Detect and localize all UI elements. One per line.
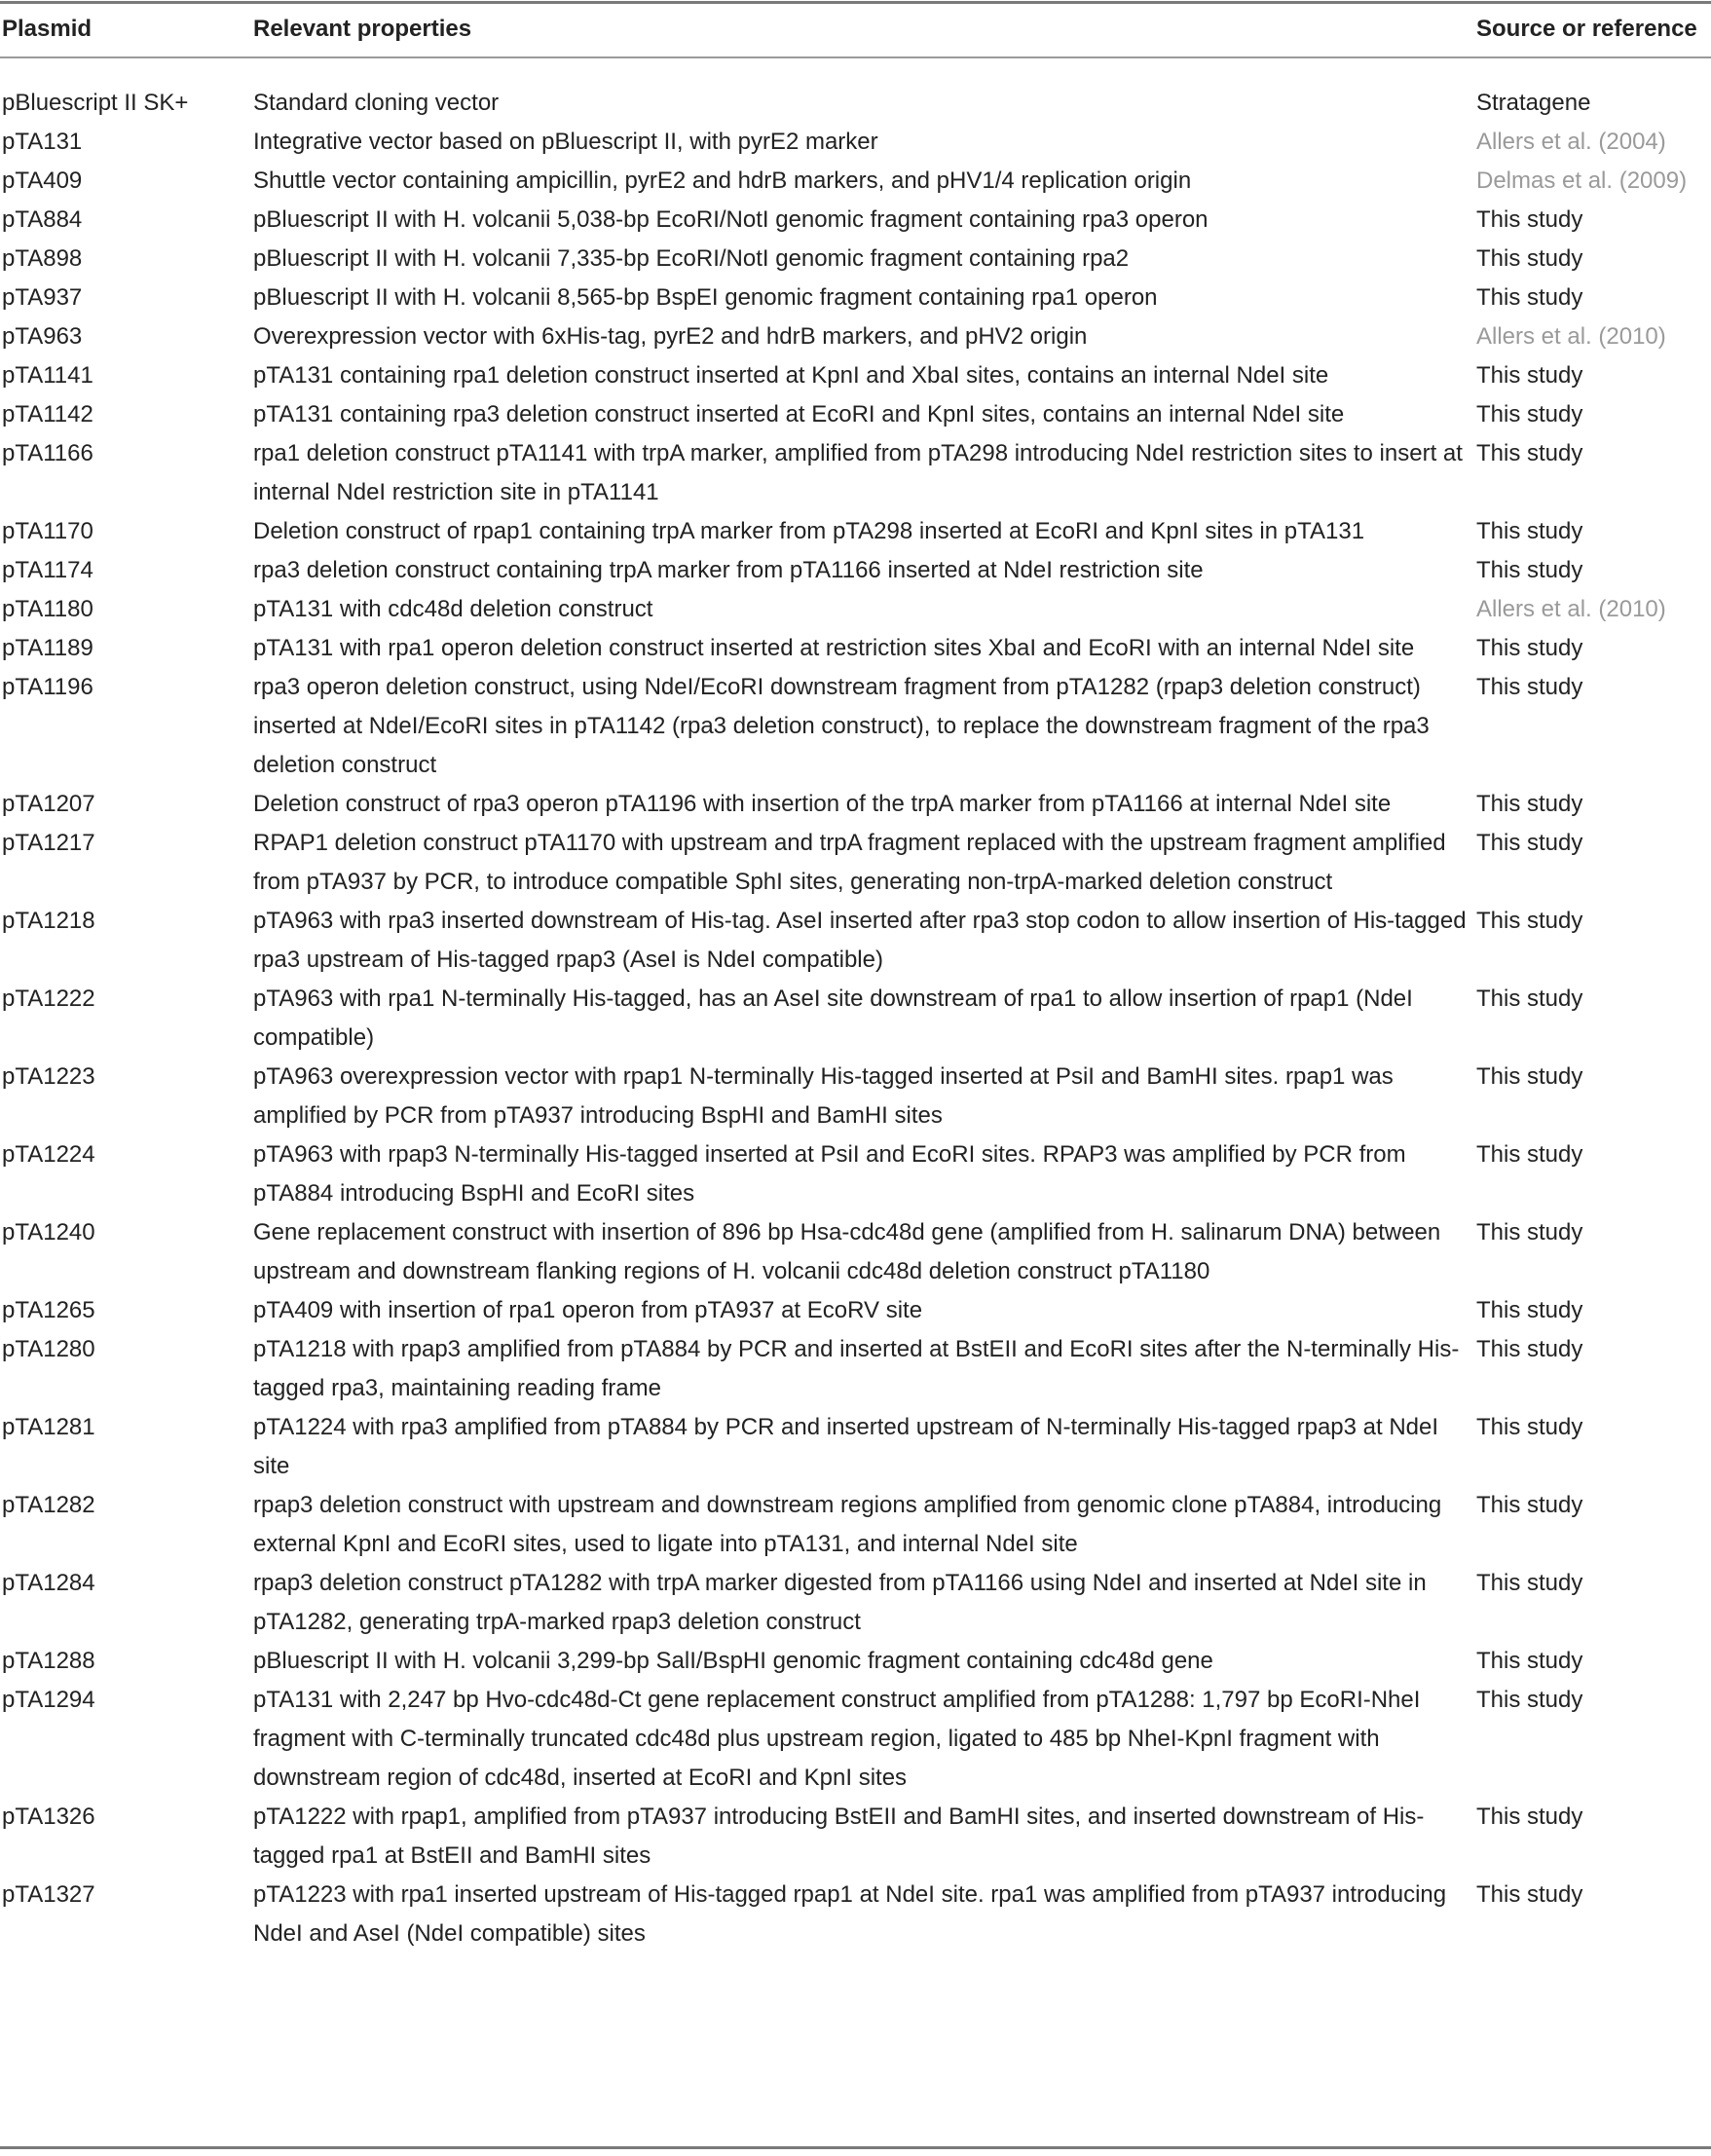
relevant-properties-cell: rpa3 deletion construct containing trpA marker from pTA1166 inserted at NdeI restriction site	[253, 557, 1204, 583]
table-row	[0, 1058, 1711, 1135]
relevant-properties-cell: Integrative vector based on pBluescript II, with pyrE2 marker	[253, 129, 878, 155]
plasmid-name-cell: pTA1223	[2, 1063, 95, 1090]
relevant-properties-cell: pTA1218 with rpap3 amplified from pTA884 by PCR and inserted at BstEII and EcoRI sites after the N-terminally His-tagged rpa3, maintaining reading frame	[253, 1336, 1460, 1401]
plasmid-name-cell: pTA1224	[2, 1141, 95, 1168]
relevant-properties-cell: rpa1 deletion construct pTA1141 with trpA marker, amplified from pTA298 introducing NdeI restriction sites to insert at internal NdeI restriction site in pTA1141	[253, 440, 1463, 505]
source-cell: This study	[1476, 1414, 1583, 1440]
table-row	[0, 1876, 1711, 1953]
source-cell: This study	[1476, 440, 1583, 466]
source-cell: This study	[1476, 908, 1583, 934]
source-cell: This study	[1476, 1219, 1583, 1245]
source-citation-link[interactable]: Allers et al. (2010)	[1476, 596, 1666, 622]
plasmid-name-cell: pTA1142	[2, 401, 93, 427]
plasmid-name-cell: pTA898	[2, 245, 83, 272]
table-row	[0, 1642, 1711, 1681]
table-row	[0, 317, 1711, 356]
table-row	[0, 1798, 1711, 1876]
table-row	[0, 1408, 1711, 1486]
plasmid-name-cell: pTA1294	[2, 1687, 95, 1713]
relevant-properties-cell: Overexpression vector with 6xHis-tag, pyrE2 and hdrB markers, and pHV2 origin	[253, 323, 1088, 350]
table-row	[0, 668, 1711, 785]
table-row	[0, 1135, 1711, 1213]
table-row	[0, 395, 1711, 434]
table-row	[0, 590, 1711, 629]
table-row	[0, 123, 1711, 162]
source-cell: This study	[1476, 284, 1583, 311]
relevant-properties-cell: Deletion construct of rpap1 containing trpA marker from pTA298 inserted at EcoRI and KpnI sites in pTA131	[253, 518, 1365, 544]
source-cell: This study	[1476, 245, 1583, 272]
relevant-properties-cell: pTA1222 with rpap1, amplified from pTA937 introducing BstEII and BamHI sites, and inserted downstream of His-tagged rpa1 at BstEII and BamHI sites	[253, 1803, 1425, 1869]
table-row	[0, 162, 1711, 201]
plasmid-name-cell: pTA1284	[2, 1570, 95, 1596]
table-row	[0, 1213, 1711, 1291]
relevant-properties-cell: pTA409 with insertion of rpa1 operon from pTA937 at EcoRV site	[253, 1297, 923, 1323]
source-cell: This study	[1476, 1881, 1583, 1908]
relevant-properties-cell: pTA131 containing rpa3 deletion construct inserted at EcoRI and KpnI sites, contains an internal NdeI site	[253, 401, 1345, 427]
relevant-properties-cell: pTA963 with rpa1 N-terminally His-tagged, has an AseI site downstream of rpa1 to allow insertion of rpap1 (NdeI compatible)	[253, 985, 1413, 1051]
plasmid-name-cell: pTA409	[2, 167, 83, 194]
source-cell: This study	[1476, 985, 1583, 1012]
plasmid-name-cell: pTA1280	[2, 1336, 95, 1362]
plasmid-name-cell: pTA1282	[2, 1492, 95, 1518]
table-row	[0, 512, 1711, 551]
plasmid-name-cell: pBluescript II SK+	[2, 90, 189, 116]
plasmid-name-cell: pTA1326	[2, 1803, 95, 1830]
relevant-properties-cell: pBluescript II with H. volcanii 8,565-bp BspEI genomic fragment containing rpa1 operon	[253, 284, 1158, 311]
header-relevant-properties: Relevant properties	[253, 16, 472, 42]
relevant-properties-cell: RPAP1 deletion construct pTA1170 with upstream and trpA fragment replaced with the upstream fragment amplified from pTA937 by PCR, to introduce compatible SphI sites, generating non-trpA-marked deletion construct	[253, 830, 1446, 895]
table-row	[0, 1486, 1711, 1564]
relevant-properties-cell: rpap3 deletion construct pTA1282 with trpA marker digested from pTA1166 using NdeI and inserted at NdeI site in pTA1282, generating trpA-marked rpap3 deletion construct	[253, 1570, 1427, 1635]
source-citation-link[interactable]: Allers et al. (2004)	[1476, 129, 1666, 155]
table-row	[0, 240, 1711, 279]
header-rule	[0, 56, 1711, 58]
relevant-properties-cell: pTA131 with cdc48d deletion construct	[253, 596, 653, 622]
plasmid-name-cell: pTA1170	[2, 518, 93, 544]
relevant-properties-cell: Standard cloning vector	[253, 90, 500, 116]
plasmid-name-cell: pTA1141	[2, 362, 93, 389]
plasmid-name-cell: pTA131	[2, 129, 83, 155]
plasmid-name-cell: pTA1240	[2, 1219, 95, 1245]
table-row	[0, 201, 1711, 240]
table-row	[0, 84, 1711, 123]
plasmid-name-cell: pTA1166	[2, 440, 93, 466]
source-cell: This study	[1476, 791, 1583, 817]
relevant-properties-cell: pTA1223 with rpa1 inserted upstream of His-tagged rpap1 at NdeI site. rpa1 was amplified from pTA937 introducing NdeI and AseI (NdeI compatible) sites	[253, 1881, 1447, 1947]
table-row	[0, 785, 1711, 824]
source-cell: This study	[1476, 557, 1583, 583]
plasmid-name-cell: pTA1218	[2, 908, 95, 934]
source-cell: This study	[1476, 1803, 1583, 1830]
source-cell: This study	[1476, 1297, 1583, 1323]
source-cell: This study	[1476, 1141, 1583, 1168]
relevant-properties-cell: pTA1224 with rpa3 amplified from pTA884 by PCR and inserted upstream of N-terminally His-tagged rpap3 at NdeI site	[253, 1414, 1439, 1479]
table-row	[0, 980, 1711, 1058]
plasmid-name-cell: pTA1180	[2, 596, 93, 622]
relevant-properties-cell: pTA963 with rpa3 inserted downstream of His-tag. AseI inserted after rpa3 stop codon to allow insertion of His-tagged rpa3 upstream of His-tagged rpap3 (AseI is NdeI compatible)	[253, 908, 1467, 973]
plasmid-name-cell: pTA1174	[2, 557, 93, 583]
relevant-properties-cell: pBluescript II with H. volcanii 5,038-bp EcoRI/NotI genomic fragment containing rpa3 operon	[253, 206, 1209, 233]
table-row	[0, 356, 1711, 395]
source-cell: This study	[1476, 1492, 1583, 1518]
relevant-properties-cell: Shuttle vector containing ampicillin, pyrE2 and hdrB markers, and pHV1/4 replication origin	[253, 167, 1192, 194]
plasmid-name-cell: pTA1217	[2, 830, 95, 856]
plasmid-name-cell: pTA1189	[2, 635, 93, 661]
source-citation-link[interactable]: Delmas et al. (2009)	[1476, 167, 1688, 194]
source-cell: This study	[1476, 635, 1583, 661]
plasmid-name-cell: pTA1281	[2, 1414, 95, 1440]
relevant-properties-cell: pBluescript II with H. volcanii 3,299-bp SalI/BspHI genomic fragment containing cdc48d gene	[253, 1648, 1213, 1674]
plasmid-name-cell: pTA963	[2, 323, 83, 350]
plasmid-name-cell: pTA937	[2, 284, 83, 311]
source-cell: This study	[1476, 674, 1583, 700]
relevant-properties-cell: rpap3 deletion construct with upstream and downstream regions amplified from genomic clone pTA884, introducing external KpnI and EcoRI sites, used to ligate into pTA131, and internal NdeI site	[253, 1492, 1442, 1557]
source-cell: This study	[1476, 362, 1583, 389]
source-cell: This study	[1476, 401, 1583, 427]
table-top-rule	[0, 1, 1711, 4]
table-row	[0, 1564, 1711, 1642]
plasmid-name-cell: pTA1207	[2, 791, 95, 817]
source-cell: This study	[1476, 830, 1583, 856]
source-citation-link[interactable]: Allers et al. (2010)	[1476, 323, 1666, 350]
source-cell: This study	[1476, 1570, 1583, 1596]
source-cell: Stratagene	[1476, 90, 1591, 116]
source-cell: This study	[1476, 1687, 1583, 1713]
table-row	[0, 1330, 1711, 1408]
header-plasmid: Plasmid	[2, 16, 93, 42]
relevant-properties-cell: pTA131 with rpa1 operon deletion construct inserted at restriction sites XbaI and EcoRI with an internal NdeI site	[253, 635, 1415, 661]
source-cell: This study	[1476, 518, 1583, 544]
plasmid-name-cell: pTA1196	[2, 674, 93, 700]
plasmid-name-cell: pTA1288	[2, 1648, 95, 1674]
plasmid-table-body	[0, 84, 1711, 1953]
plasmid-name-cell: pTA1327	[2, 1881, 95, 1908]
relevant-properties-cell: rpa3 operon deletion construct, using NdeI/EcoRI downstream fragment from pTA1282 (rpap3 deletion construct) inserted at NdeI/EcoRI sites in pTA1142 (rpa3 deletion construct), to replace the downstream fragment of the rpa3 deletion construct	[253, 674, 1430, 778]
relevant-properties-cell: pTA963 with rpap3 N-terminally His-tagged inserted at PsiI and EcoRI sites. RPAP3 was amplified by PCR from pTA884 introducing BspHI and EcoRI sites	[253, 1141, 1406, 1207]
plasmid-name-cell: pTA1222	[2, 985, 95, 1012]
plasmid-name-cell: pTA884	[2, 206, 83, 233]
table-row	[0, 1291, 1711, 1330]
source-cell: This study	[1476, 1336, 1583, 1362]
table-row	[0, 434, 1711, 512]
header-source-or-reference: Source or reference	[1476, 16, 1697, 42]
relevant-properties-cell: pTA963 overexpression vector with rpap1 N-terminally His-tagged inserted at PsiI and BamHI sites. rpap1 was amplified by PCR from pTA937 introducing BspHI and BamHI sites	[253, 1063, 1394, 1129]
plasmid-name-cell: pTA1265	[2, 1297, 95, 1323]
table-row	[0, 551, 1711, 590]
source-cell: This study	[1476, 206, 1583, 233]
table-row	[0, 902, 1711, 980]
relevant-properties-cell: pTA131 with 2,247 bp Hvo-cdc48d-Ct gene replacement construct amplified from pTA1288: 1,797 bp EcoRI-NheI fragment with C-terminally truncated cdc48d plus upstream region, ligated to 485 bp NheI-KpnI fragment with downstream region of cdc48d, inserted at EcoRI and KpnI sites	[253, 1687, 1421, 1791]
table-row	[0, 279, 1711, 317]
relevant-properties-cell: Gene replacement construct with insertion of 896 bp Hsa-cdc48d gene (amplified from H. salinarum DNA) between upstream and downstream flanking regions of H. volcanii cdc48d deletion construct pTA1180	[253, 1219, 1441, 1284]
source-cell: This study	[1476, 1063, 1583, 1090]
table-row	[0, 1681, 1711, 1798]
table-bottom-rule	[0, 2146, 1711, 2149]
table-row	[0, 824, 1711, 902]
relevant-properties-cell: Deletion construct of rpa3 operon pTA1196 with insertion of the trpA marker from pTA1166 at internal NdeI site	[253, 791, 1392, 817]
source-cell: This study	[1476, 1648, 1583, 1674]
table-row	[0, 629, 1711, 668]
relevant-properties-cell: pBluescript II with H. volcanii 7,335-bp EcoRI/NotI genomic fragment containing rpa2	[253, 245, 1130, 272]
relevant-properties-cell: pTA131 containing rpa1 deletion construct inserted at KpnI and XbaI sites, contains an internal NdeI site	[253, 362, 1329, 389]
